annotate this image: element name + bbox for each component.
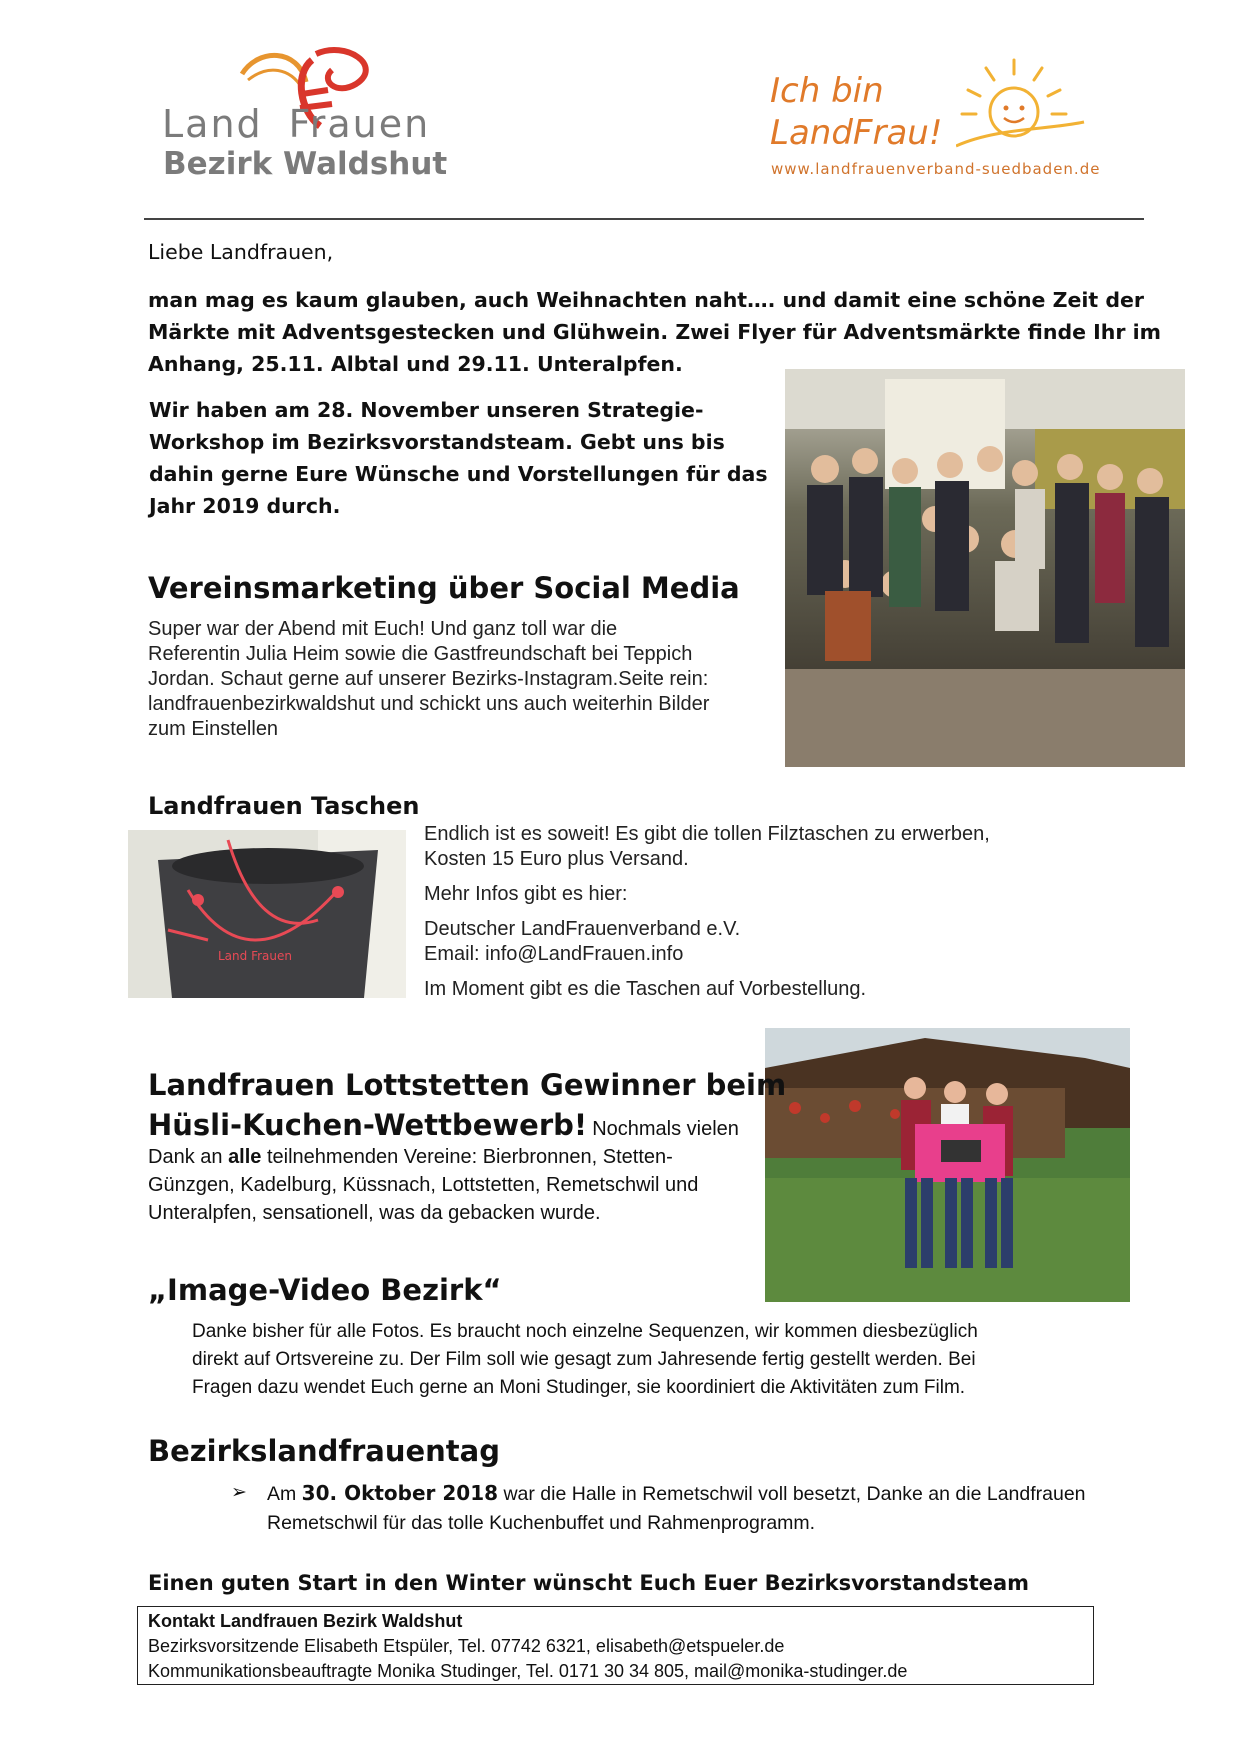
landfrauen-logo bbox=[160, 44, 460, 184]
contact-box bbox=[137, 1606, 1094, 1685]
greeting: Liebe Landfrauen, bbox=[148, 240, 334, 264]
taschen-line: Endlich ist es soweit! Es gibt die tollen Filztaschen zu erwerben, bbox=[424, 823, 990, 845]
bag-logo-text: Land Frauen bbox=[218, 949, 292, 963]
bezirkslandfrauentag-text: Am 30. Oktober 2018 war die Halle in Remetschwil voll besetzt, Danke an die Landfrauen Remetschwil für das tolle Kuchenbuffet und Rahmenprogramm. bbox=[267, 1477, 1086, 1537]
social-media-line: Referentin Julia Heim sowie die Gastfreundschaft bei Teppich bbox=[148, 643, 693, 665]
intro-paragraph-1 bbox=[148, 284, 1161, 380]
intro-paragraph-2 bbox=[149, 394, 768, 522]
lottstetten-tail: Nochmals vielen bbox=[592, 1118, 739, 1140]
header-divider bbox=[144, 218, 1144, 220]
logo-bezirk-text: Bezirk Waldshut bbox=[163, 146, 448, 182]
taschen-line: Deutscher LandFrauenverband e.V. bbox=[424, 918, 741, 940]
contact-line-2: Kommunikationsbeauftragte Monika Studinger, Tel. 0171 30 34 805, mail@monika-studinger.de bbox=[148, 1661, 908, 1681]
lottstetten-line: Unteralpfen, sensationell, was da gebacken wurde. bbox=[148, 1202, 601, 1224]
social-media-line: Super war der Abend mit Euch! Und ganz toll war die bbox=[148, 618, 618, 640]
logo-frauen-text: Frauen bbox=[288, 102, 431, 146]
social-media-line: Jordan. Schaut gerne auf unserer Bezirks-Instagram.Seite rein: bbox=[148, 668, 709, 690]
taschen-line: Kosten 15 Euro plus Versand. bbox=[424, 848, 689, 870]
lottstetten-line: Günzgen, Kadelburg, Küssnach, Lottstetten, Remetschwil und bbox=[148, 1174, 699, 1196]
lottstetten-text: Dank an alle teilnehmenden Vereine: Bierbronnen, Stetten- Günzgen, Kadelburg, Küssnach, Lottstetten, Remetschwil und Unteralpfen, sensationell, was da gebacken wurde. bbox=[148, 1143, 698, 1227]
intro-p1-line: Anhang, 25.11. Albtal und 29.11. Unteralpfen. bbox=[148, 352, 683, 376]
social-media-line: zum Einstellen bbox=[148, 718, 279, 740]
taschen-line: Mehr Infos gibt es hier: bbox=[424, 883, 628, 905]
taschen-line: Im Moment gibt es die Taschen auf Vorbestellung. bbox=[424, 978, 867, 1000]
image-video-line: direkt auf Ortsvereine zu. Der Film soll wie gesagt zum Jahresende fertig gestellt werden. Bei bbox=[192, 1349, 976, 1370]
intro-p2-line: Jahr 2019 durch. bbox=[149, 494, 341, 518]
contact-line-1: Bezirksvorsitzende Elisabeth Etspüler, Tel. 07742 6321, elisabeth@etspueler.de bbox=[148, 1636, 785, 1656]
social-media-line: landfrauenbezirkwaldshut und schickt uns auch weiterhin Bilder bbox=[148, 693, 710, 715]
intro-p2-line: dahin gerne Eure Wünsche und Vorstellungen für das bbox=[149, 462, 768, 486]
social-media-text bbox=[148, 617, 709, 742]
intro-p1-line: Märkte mit Adventsgestecken und Glühwein. Zwei Flyer für Adventsmärkte finde Ihr im bbox=[148, 320, 1162, 344]
intro-p2-line: Wir haben am 28. November unseren Strategie- bbox=[149, 398, 704, 422]
group-photo bbox=[785, 369, 1185, 767]
bezirkslandfrauentag-heading: Bezirkslandfrauentag bbox=[148, 1434, 500, 1468]
intro-p2-line: Workshop im Bezirksvorstandsteam. Gebt uns bis bbox=[149, 430, 725, 454]
slogan-line1: Ich bin bbox=[770, 71, 884, 111]
social-media-heading: Vereinsmarketing über Social Media bbox=[148, 571, 740, 605]
slogan-line2: LandFrau! bbox=[770, 113, 943, 153]
website-url[interactable]: www.landfrauenverband-suedbaden.de bbox=[771, 160, 1101, 178]
image-video-heading: „Image-Video Bezirk“ bbox=[148, 1273, 502, 1307]
image-video-text bbox=[192, 1318, 978, 1402]
lottstetten-heading-1: Landfrauen Lottstetten Gewinner beim bbox=[148, 1068, 787, 1102]
lottstetten-heading-2: Hüsli-Kuchen-Wettbewerb! bbox=[148, 1108, 588, 1142]
contact-title: Kontakt Landfrauen Bezirk Waldshut bbox=[148, 1611, 463, 1631]
intro-p1-line: man mag es kaum glauben, auch Weihnachten naht…. und damit eine schöne Zeit der bbox=[148, 288, 1145, 312]
image-video-line: Danke bisher für alle Fotos. Es braucht noch einzelne Sequenzen, wir kommen diesbezüglich bbox=[192, 1321, 978, 1342]
felt-bag-photo bbox=[128, 830, 406, 998]
taschen-heading: Landfrauen Taschen bbox=[148, 792, 420, 820]
bezirkslandfrauentag-line: Remetschwil für das tolle Kuchenbuffet und Rahmenprogramm. bbox=[267, 1512, 816, 1534]
lottstetten-photo bbox=[765, 1028, 1130, 1302]
logo-land-text: Land bbox=[162, 102, 263, 146]
alle-bold: alle bbox=[228, 1146, 262, 1168]
bullet-icon: ➢ bbox=[231, 1482, 247, 1503]
event-date: 30. Oktober 2018 bbox=[301, 1481, 499, 1505]
taschen-email[interactable]: Email: info@LandFrauen.info bbox=[424, 943, 684, 965]
taschen-text bbox=[424, 822, 990, 1002]
image-video-line: Fragen dazu wendet Euch gerne an Moni Studinger, sie koordiniert die Aktivitäten zum Film. bbox=[192, 1377, 966, 1398]
sun-icon bbox=[956, 56, 1086, 156]
lottstetten-heading-2-line bbox=[148, 1108, 739, 1143]
closing-line: Einen guten Start in den Winter wünscht Euch Euer Bezirksvorstandsteam bbox=[148, 1571, 1030, 1595]
ich-bin-landfrau-logo bbox=[770, 56, 1130, 186]
